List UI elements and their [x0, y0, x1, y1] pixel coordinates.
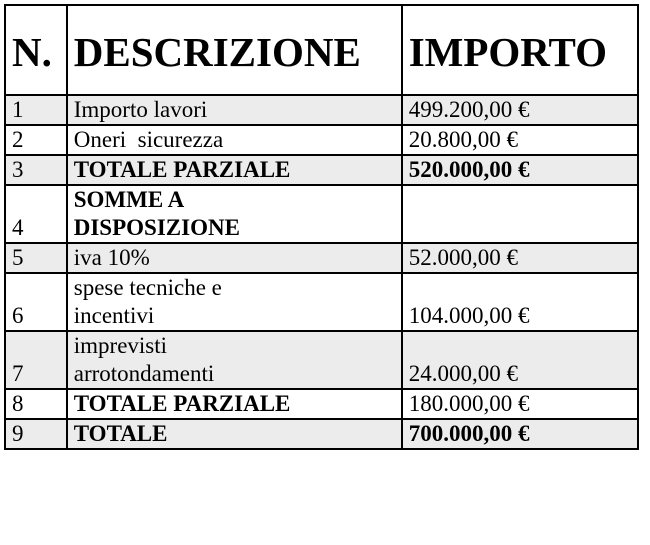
table-row — [5, 95, 638, 125]
table-row — [5, 243, 638, 273]
row-importo: 180.000,00 € — [402, 389, 638, 419]
header-importo: IMPORTO — [402, 5, 638, 95]
table-row — [5, 185, 638, 243]
row-importo: 24.000,00 € — [402, 331, 638, 389]
row-number: 2 — [5, 125, 67, 155]
header-number: N. — [5, 5, 67, 95]
row-descrizione: TOTALE — [67, 419, 402, 449]
row-number: 8 — [5, 389, 67, 419]
table-row — [5, 419, 638, 449]
table-row — [5, 155, 638, 185]
header-row — [5, 5, 638, 95]
row-descrizione: spese tecniche e incentivi — [67, 273, 402, 331]
row-descrizione: TOTALE PARZIALE — [67, 389, 402, 419]
row-importo: 499.200,00 € — [402, 95, 638, 125]
row-number: 5 — [5, 243, 67, 273]
row-importo: 104.000,00 € — [402, 273, 638, 331]
row-number: 7 — [5, 331, 67, 389]
row-descrizione: TOTALE PARZIALE — [67, 155, 402, 185]
row-descrizione: Oneri sicurezza — [67, 125, 402, 155]
row-descrizione: iva 10% — [67, 243, 402, 273]
table-row — [5, 331, 638, 389]
row-number: 4 — [5, 185, 67, 243]
table-row — [5, 389, 638, 419]
row-number: 1 — [5, 95, 67, 125]
row-number: 9 — [5, 419, 67, 449]
table-row — [5, 125, 638, 155]
row-descrizione: Importo lavori — [67, 95, 402, 125]
row-descrizione: SOMME A DISPOSIZIONE — [67, 185, 402, 243]
table-row — [5, 273, 638, 331]
header-descrizione: DESCRIZIONE — [67, 5, 402, 95]
row-importo: 520.000,00 € — [402, 155, 638, 185]
row-importo: 700.000,00 € — [402, 419, 638, 449]
cost-table — [4, 4, 639, 450]
row-number: 3 — [5, 155, 67, 185]
row-importo: 20.800,00 € — [402, 125, 638, 155]
row-number: 6 — [5, 273, 67, 331]
row-importo: 52.000,00 € — [402, 243, 638, 273]
row-importo — [402, 185, 638, 243]
row-descrizione: imprevisti arrotondamenti — [67, 331, 402, 389]
